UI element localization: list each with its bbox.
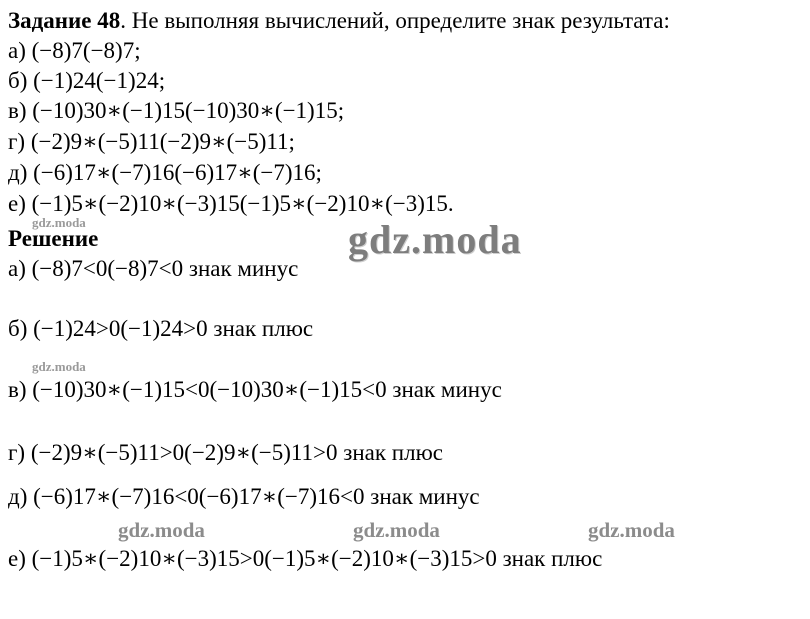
watermark-mid-3: gdz.moda [588, 518, 675, 542]
task-statement: . Не выполняя вычислений, определите знак результата: [120, 8, 670, 33]
watermark-large: gdz.moda [348, 217, 522, 262]
watermark-mid-1: gdz.moda [118, 518, 205, 542]
solution-line-g: г) (−2)9∗(−5)11>0(−2)9∗(−5)11>0 знак плюс [8, 440, 443, 465]
watermark-small-1: gdz.moda [32, 215, 86, 230]
task-title-line [8, 8, 670, 34]
task-item-v: в) (−10)30∗(−1)15(−10)30∗(−1)15; [8, 98, 345, 123]
solution-line-b: б) (−1)24>0(−1)24>0 знак плюс [8, 316, 314, 341]
solution-line-v: в) (−10)30∗(−1)15<0(−10)30∗(−1)15<0 знак минус [8, 377, 502, 402]
solution-line-d: д) (−6)17∗(−7)16<0(−6)17∗(−7)16<0 знак минус [8, 484, 480, 509]
task-item-e: е) (−1)5∗(−2)10∗(−3)15(−1)5∗(−2)10∗(−3)15. [8, 191, 454, 216]
solution-line-a: а) (−8)7<0(−8)7<0 знак минус [8, 256, 299, 281]
task-item-g: г) (−2)9∗(−5)11(−2)9∗(−5)11; [8, 129, 295, 154]
task-label: Задание 48 [8, 8, 121, 33]
task-item-a: а) (−8)7(−8)7; [8, 38, 141, 63]
solution-line-e: е) (−1)5∗(−2)10∗(−3)15>0(−1)5∗(−2)10∗(−3)15>0 знак плюс [8, 546, 603, 571]
task-item-d: д) (−6)17∗(−7)16(−6)17∗(−7)16; [8, 160, 322, 185]
watermark-mid-2: gdz.moda [353, 518, 440, 542]
solution-heading: Решение [8, 226, 99, 251]
watermark-small-2: gdz.moda [32, 359, 86, 374]
task-item-b: б) (−1)24(−1)24; [8, 68, 166, 93]
